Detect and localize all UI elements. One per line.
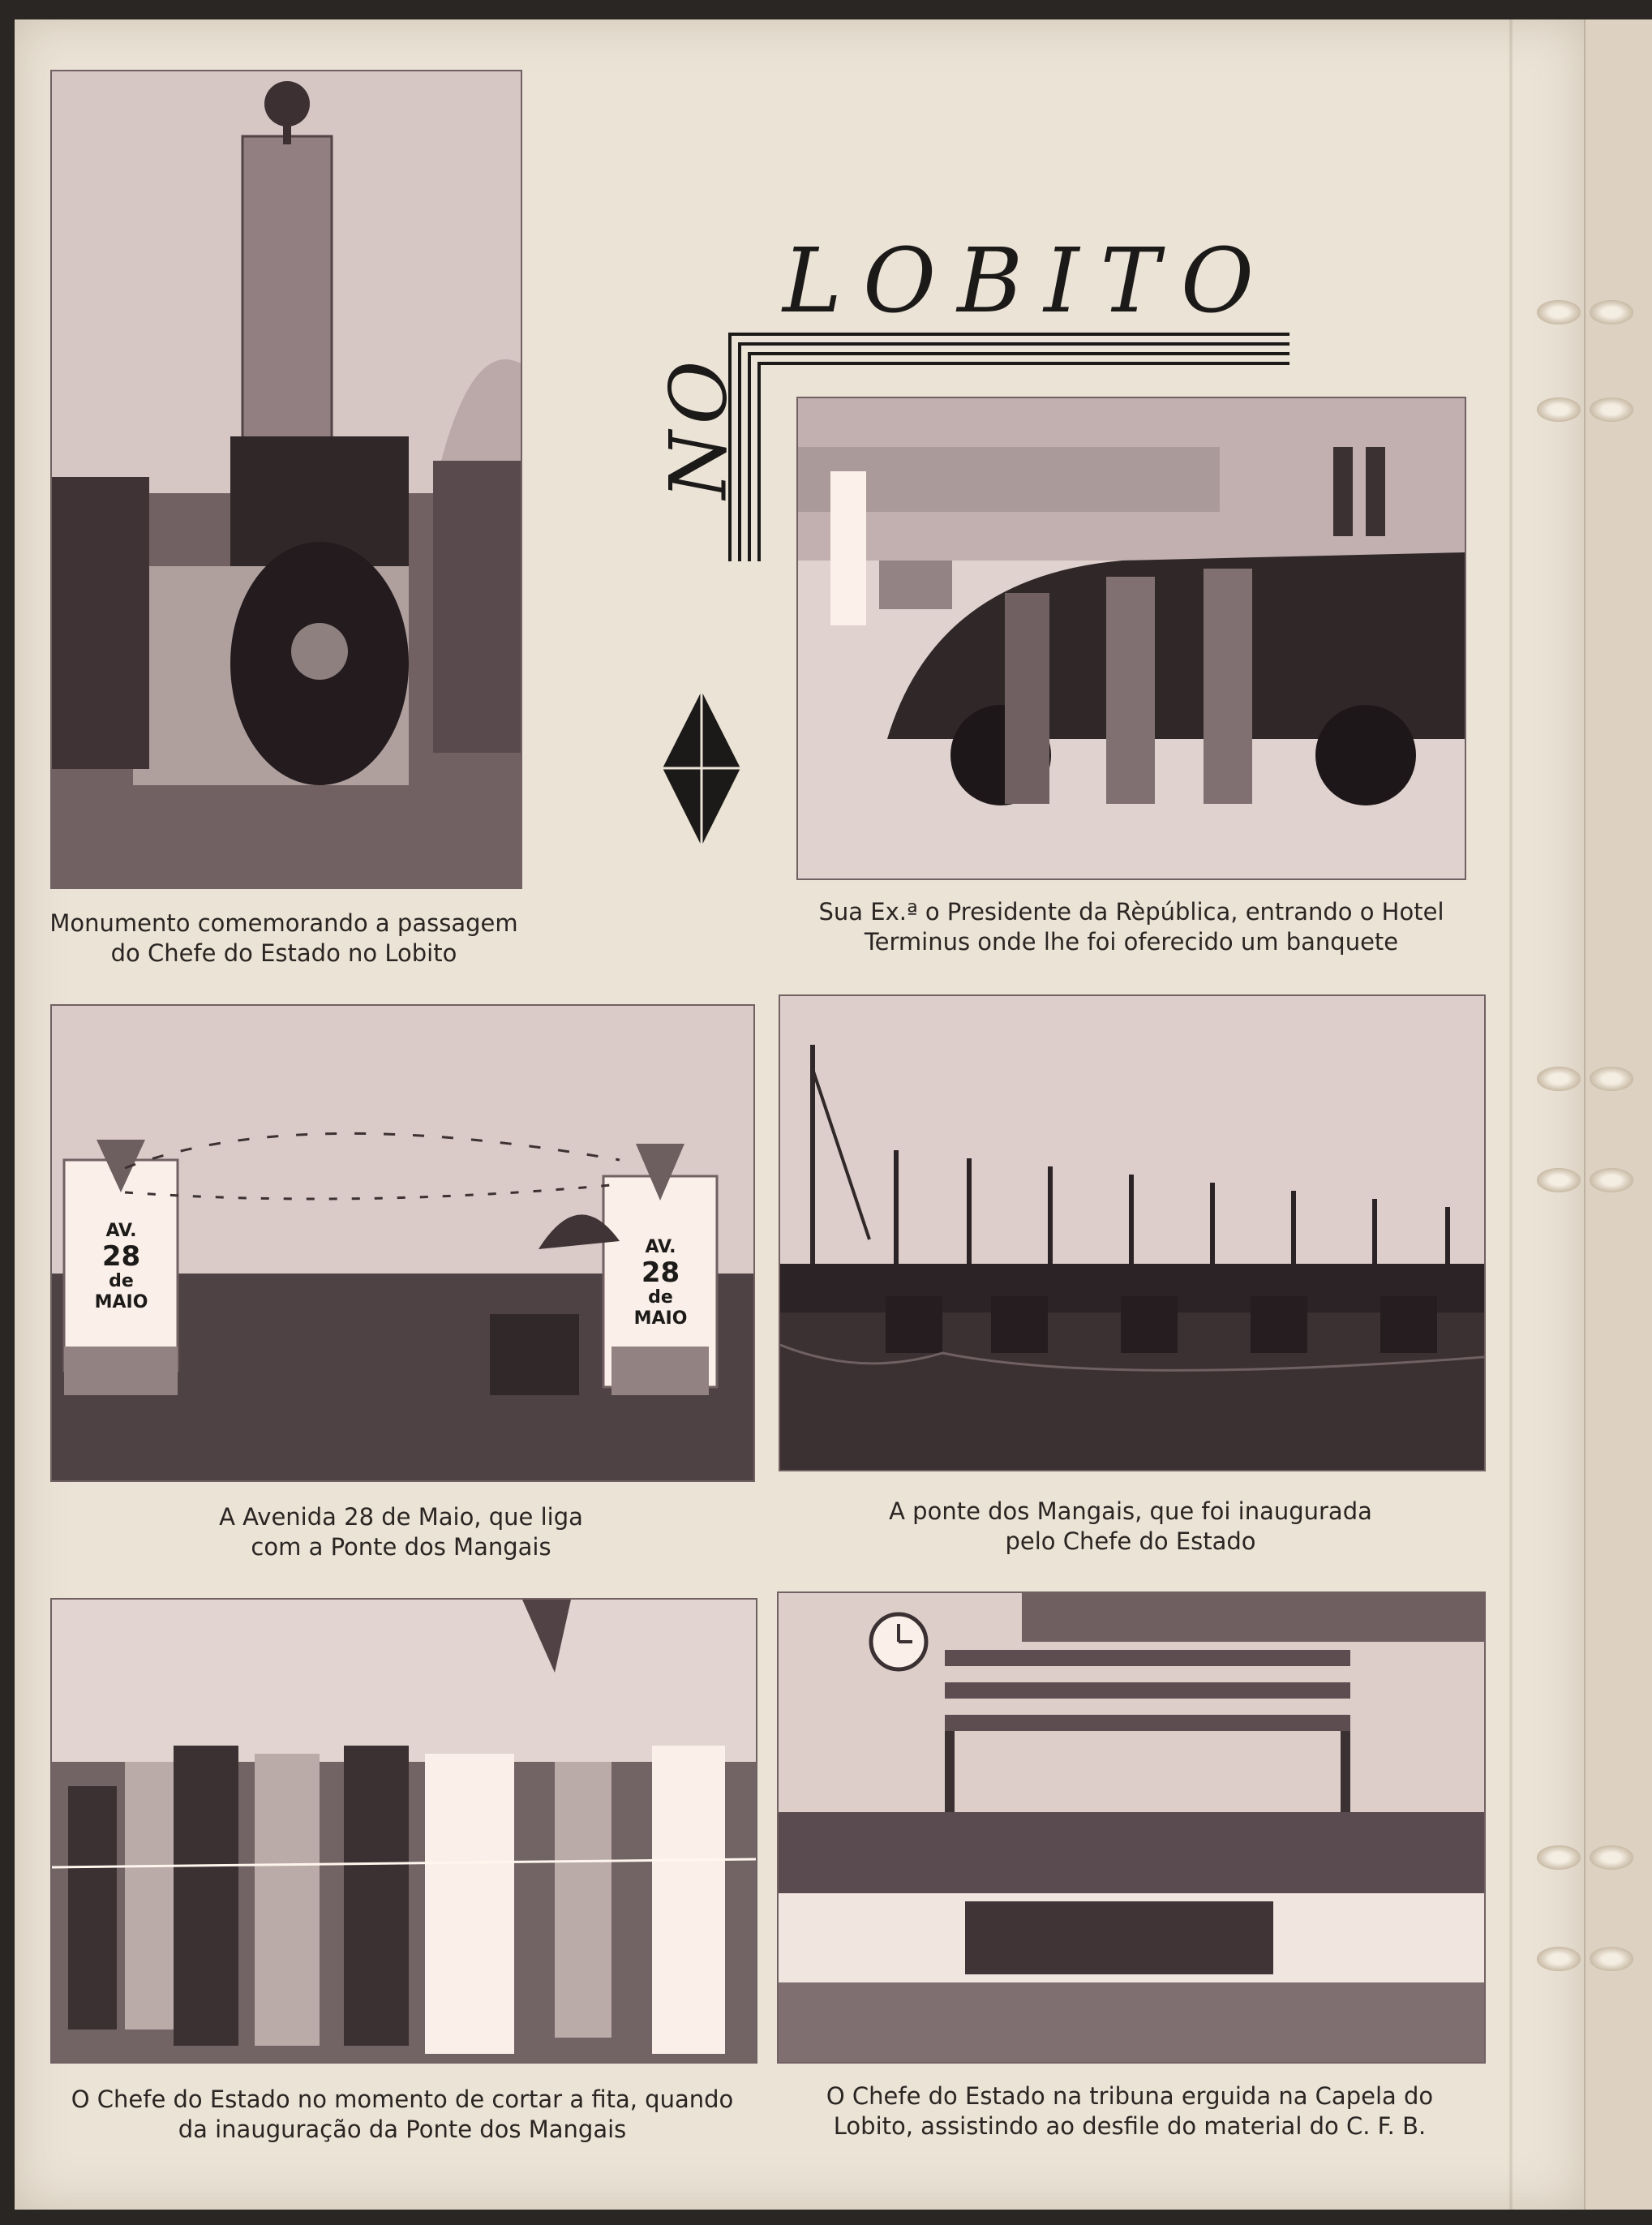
arch-sign-line: MAIO (94, 1292, 148, 1312)
staple-hole (1590, 1067, 1633, 1091)
caption-line: Sua Ex.ª o Presidente da Rèpública, entrando o Hotel (818, 898, 1444, 926)
caption-line: O Chefe do Estado na tribuna erguida na Capela do (826, 2082, 1434, 2110)
photo-tribuna (777, 1591, 1486, 2064)
page-title: LOBITO (783, 229, 1276, 333)
caption-line: com a Ponte dos Mangais (251, 1533, 551, 1561)
caption-ponte (779, 1497, 1483, 1557)
arch-sign-right (606, 1237, 715, 1329)
arch-sign-line: AV. (645, 1237, 676, 1257)
caption-avenida (50, 1502, 752, 1562)
staple-hole (1537, 1168, 1581, 1192)
caption-line: O Chefe do Estado no momento de cortar a fita, quando (71, 2085, 734, 2113)
arch-sign-line: 28 (641, 1256, 680, 1289)
arch-sign-line: 28 (101, 1240, 141, 1273)
staple-hole (1590, 1845, 1633, 1870)
photo-president-hotel (796, 397, 1466, 880)
photo-avenida (50, 1004, 755, 1482)
caption-line: do Chefe do Estado no Lobito (110, 939, 457, 967)
caption-president (762, 897, 1500, 957)
caption-line: Monumento comemorando a passagem (49, 909, 518, 937)
photo-ribbon-cutting (50, 1598, 757, 2064)
adjacent-page-edge (1584, 19, 1652, 2210)
caption-fita (50, 2085, 754, 2145)
staple-hole (1537, 397, 1581, 422)
caption-line: A Avenida 28 de Maio, que liga (219, 1503, 583, 1531)
caption-line: da inauguração da Ponte dos Mangais (178, 2115, 627, 2143)
arch-sign-left (67, 1221, 176, 1313)
arch-sign-line: AV. (105, 1221, 137, 1241)
title-prefix: NO (653, 354, 744, 500)
photo-monument (50, 70, 522, 889)
arch-sign-line: de (648, 1287, 673, 1308)
staple-hole (1537, 1947, 1581, 1971)
staple-hole (1590, 1947, 1633, 1971)
caption-line: Terminus onde lhe foi oferecido um banquete (864, 928, 1399, 956)
caption-monument (32, 908, 535, 969)
staple-hole (1537, 1845, 1581, 1870)
staple-hole (1537, 1067, 1581, 1091)
staple-hole (1537, 300, 1581, 324)
page-fold (1508, 19, 1513, 2210)
caption-line: A ponte dos Mangais, que foi inaugurada (889, 1497, 1372, 1525)
staple-hole (1590, 1168, 1633, 1192)
caption-line: pelo Chefe do Estado (1005, 1527, 1256, 1555)
caption-tribuna (777, 2081, 1483, 2141)
diamond-ornament (661, 689, 742, 848)
arch-sign-line: de (109, 1271, 134, 1291)
photo-ponte (779, 994, 1486, 1471)
staple-hole (1590, 300, 1633, 324)
arch-sign-line: MAIO (633, 1308, 688, 1329)
caption-line: Lobito, assistindo ao desfile do material do C. F. B. (833, 2112, 1427, 2140)
staple-hole (1590, 397, 1633, 422)
